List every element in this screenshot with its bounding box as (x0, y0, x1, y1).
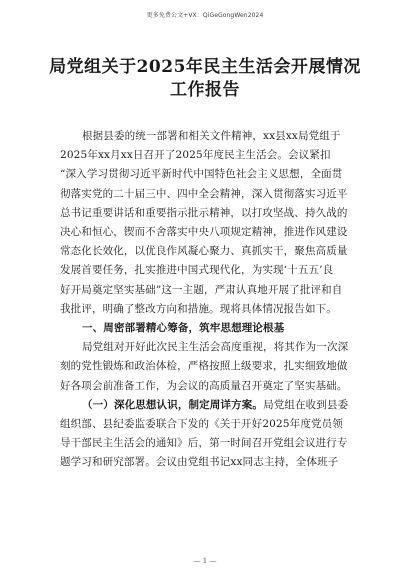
text-line: 发展首要任务，扎实推进中国式现代化，为实现‘十五五’良 (60, 264, 334, 277)
subsection-heading: （一）深化思想认识，制定周详方案。 (82, 398, 264, 411)
watermark-text: 更多免费公文+VX：QiGeGongWen2024 (146, 12, 264, 19)
text-line: 好各项会前准备工作，为会议的高质量召开奠定了坚实基础。 (60, 379, 348, 392)
text-line: 总书记重要讲话和重要指示批示精神，以打攻坚战、持久战的 (60, 206, 348, 219)
document-body (60, 127, 360, 473)
subsection-first-line (60, 396, 360, 415)
text-line: “深入学习贯彻习近平新时代中国特色社会主义思想，全面贯 (60, 168, 343, 181)
text-line: 组织部、县纪委监委联合下发的《关于开好2025年度党员领 (60, 418, 343, 431)
subsection-1 (60, 396, 360, 473)
page-number: — 1 — (193, 557, 217, 565)
document-title (40, 56, 370, 102)
section-1 (60, 319, 360, 396)
text-line: 常态化长效化，以优良作风凝心聚力、真抓实干，聚焦高质量 (60, 245, 348, 258)
text-line: 我批评，明确了整改方向和措施。现将具体情况报告如下。 (60, 302, 337, 315)
text-line: 2025年xx月xx日召开了2025年度民主生活会。会议紧扣 (60, 149, 331, 162)
title-line-2: 工作报告 (170, 80, 240, 100)
section-heading: 一、周密部署精心筹备，筑牢思想理论根基 (82, 322, 285, 335)
text-line: 导干部民主生活会的通知》后，第一时间召开党组会议进行专 (60, 437, 348, 450)
subsection-first-line-rest: 局党组在收到县委 (263, 398, 349, 411)
title-line-1: 局党组关于2025年民主生活会开展情况 (49, 57, 361, 77)
text-line: 好开局奠定坚实基础”这一主题，严肃认真地开展了批评和自 (60, 283, 343, 296)
text-line: 决心和恒心，锲而不舍落实中央八项规定精神，推进作风建设 (60, 226, 348, 239)
text-line: 刻的党性锻炼和政治体检，严格按照上级要求，扎实细致地做 (60, 360, 348, 373)
text-line: 根据县委的统一部署和相关文件精神，xx县xx局党组于 (82, 130, 341, 142)
text-line: 局党组对开好此次民主生活会高度重视，将其作为一次深 (82, 341, 349, 354)
text-line: 题学习和研究部署。会议由党组书记xx同志主持，全体班子 (60, 456, 339, 469)
intro-paragraph (60, 127, 360, 319)
text-line: 彻落实党的二十届三中、四中全会精神，深入贯彻落实习近平 (60, 187, 348, 200)
